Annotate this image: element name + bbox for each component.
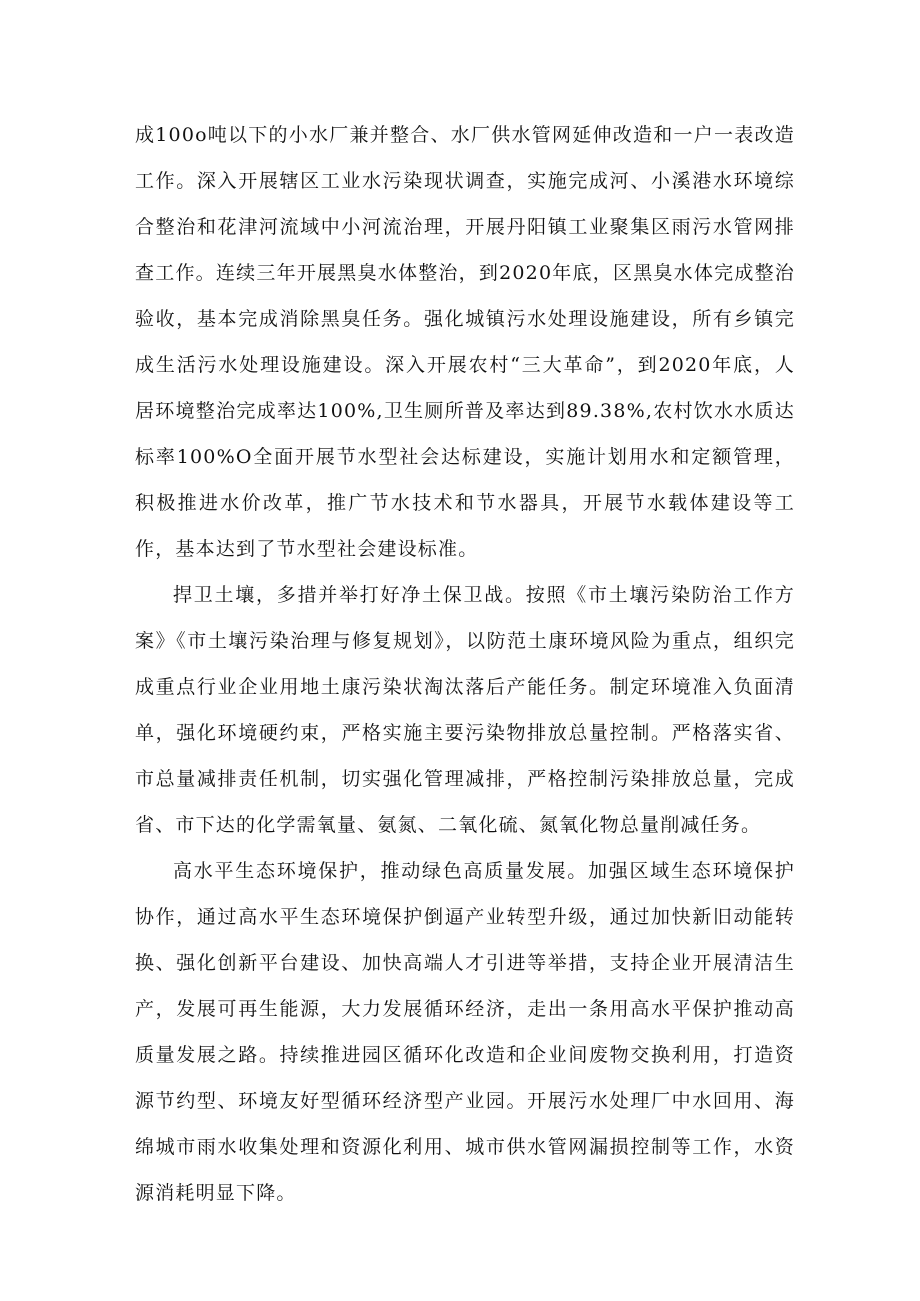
paragraph-green-development: 高水平生态环境保护，推动绿色高质量发展。加强区域生态环境保护协作，通过高水平生态环境保护倒逼产业转型升级，通过加快新旧动能转换、强化创新平台建设、加快高端人才引进等举措，支持企业开展清洁生产，发展可再生能源，大力发展循环经济，走出一条用高水平保护推动高质量发展之路。持续推进园区循环化改造和企业间废物交换利用，打造资源节约型、环境友好型循环经济型产业园。开展污水处理厂中水回用、海绵城市雨水收集处理和资源化利用、城市供水管网漏损控制等工作，水资源消耗明显下降。 — [135, 860, 795, 1204]
paragraph-water-treatment: 成100o吨以下的小水厂兼并整合、水厂供水管网延伸改造和一户一表改造工作。深入开展辖区工业水污染现状调查，实施完成河、小溪港水环境综合整治和花津河流域中小河流治理，开展丹阳镇工业聚集区雨污水管网排查工作。连续三年开展黑臭水体整治，到2020年底，区黑臭水体完成整治验收，基本完成消除黑臭任务。强化城镇污水处理设施建设，所有乡镇完成生活污水处理设施建设。深入开展农村“三大革命”，到2020年底，人居环境整治完成率达100%,卫生厕所普及率达到89.38%,农村饮水水质达标率100%O全面开展节水型社会达标建设，实施计划用水和定额管理，积极推进水价改革，推广节水技术和节水器具，开展节水载体建设等工作，基本达到了节水型社会建设标准。 — [135, 124, 795, 560]
document-body — [135, 112, 795, 1216]
paragraph-soil-protection: 捍卫土壤，多措并举打好净土保卫战。按照《市土壤污染防治工作方案》《市土壤污染治理与修复规划》，以防范土康环境风险为重点，组织完成重点行业企业用地土康污染状淘汰落后产能任务。制定环境准入负面清单，强化环境硬约束，严格实施主要污染物排放总量控制。严格落实省、市总量减排责任机制，切实强化管理减排，严格控制污染排放总量，完成省、市下达的化学需氧量、氨氮、二氧化硫、氮氧化物总量削减任务。 — [135, 584, 795, 836]
